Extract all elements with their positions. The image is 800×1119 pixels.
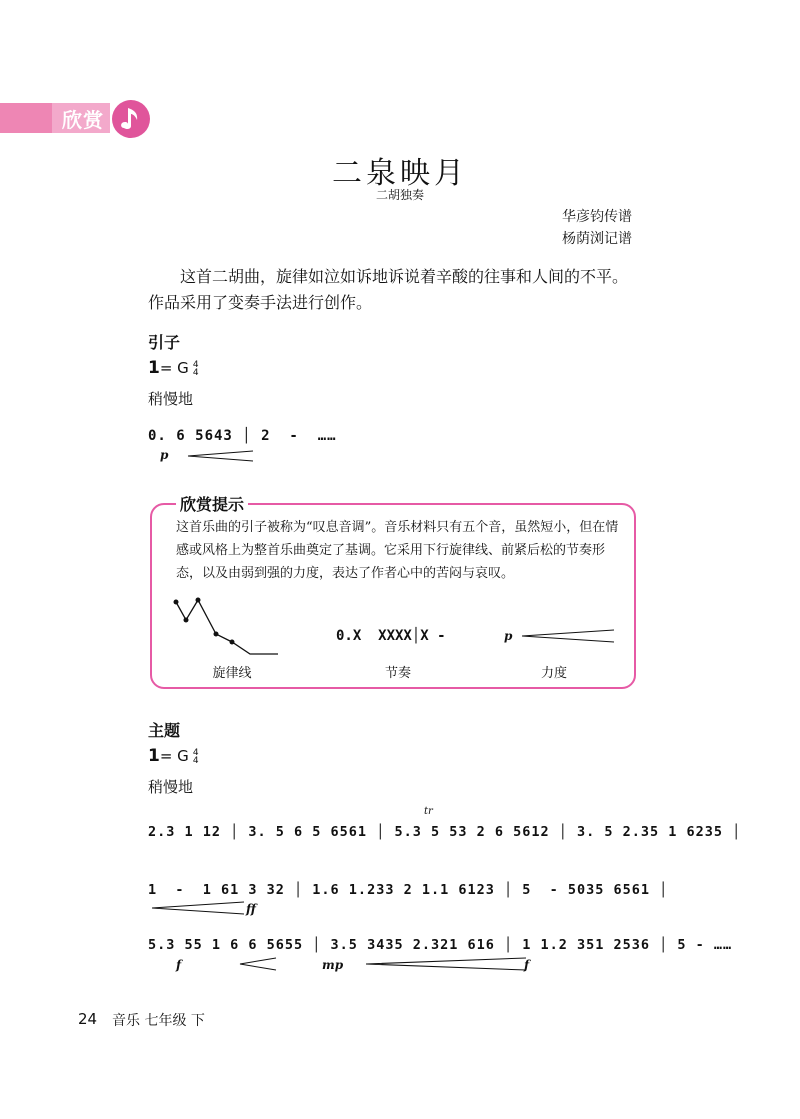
rhythm-notation: 0.X XXXX│X - [336, 628, 446, 644]
dynamics-caption: 力度 [540, 666, 567, 681]
intro-tempo: 稍慢地 [148, 390, 194, 408]
theme-heading: 主题 [148, 721, 181, 740]
theme-dynamic-ff: ff [246, 902, 256, 916]
theme-tempo: 稍慢地 [148, 778, 194, 796]
theme-score-line3: 5.3 55 1 6 6 5655 │ 3.5 3435 2.321 616 │ 1 1.2 351 2536 │ 5 - …… [148, 937, 733, 953]
theme-crescendo-3 [362, 956, 532, 972]
intro-paragraph-line1: 这首二胡曲，旋律如泣如诉地诉说着辛酸的往事和人间的不平。 [180, 267, 629, 286]
credit-transmitter: 华彦钧传谱 [562, 209, 632, 225]
melody-caption: 旋律线 [212, 666, 252, 681]
trill-mark: tr [424, 806, 433, 817]
theme-dynamic-f2: f [524, 958, 530, 972]
section-band [0, 103, 52, 133]
theme-score-line2: 1 - 1 61 3 32 │ 1.6 1.233 2 1.1 6123 │ 5 - 5035 6561 │ [148, 882, 669, 898]
intro-score: 0. 6 5643 │ 2 - …… [148, 428, 337, 444]
theme-dynamic-mp: mp [322, 958, 344, 972]
credit-notator: 杨荫浏记谱 [562, 231, 632, 247]
piece-title: 二泉映月 [332, 156, 468, 191]
intro-key-signature: 1= G 4 4 [148, 358, 199, 378]
section-label: 欣赏 [62, 108, 104, 132]
dynamics-marking: p [504, 629, 513, 643]
intro-paragraph-line2: 作品采用了变奏手法进行创作。 [148, 293, 373, 312]
rhythm-caption: 节奏 [384, 666, 411, 681]
melody-line-diagram [170, 596, 282, 660]
theme-score-line1: 2.3 1 12 │ 3. 5 6 5 6561 │ 5.3 5 53 2 6 5612 │ 3. 5 2.35 1 6235 │ [148, 824, 742, 840]
dynamics-crescendo [518, 628, 618, 644]
theme-crescendo-2 [236, 956, 280, 972]
theme-crescendo-1 [148, 900, 258, 916]
intro-dynamic: p [160, 448, 169, 462]
piece-subtitle: 二胡独奏 [375, 188, 424, 202]
tip-title: 欣赏提示 [176, 492, 248, 515]
music-note-icon [110, 98, 152, 144]
tip-text: 这首乐曲的引子被称为“叹息音调”。音乐材料只有五个音，虽然短小，但在情感或风格上为整首乐曲奠定了基调。它采用下行旋律线、前紧后松的节奏形态，以及由弱到强的力度，表达了作者心中的苦闷与哀叹。 [176, 520, 619, 581]
theme-key-signature: 1= G 4 4 [148, 746, 199, 766]
theme-dynamic-f1: f [176, 958, 182, 972]
page-number: 24 [78, 1010, 98, 1028]
book-title: 音乐 七年级 下 [112, 1013, 205, 1029]
intro-heading: 引子 [148, 333, 181, 352]
